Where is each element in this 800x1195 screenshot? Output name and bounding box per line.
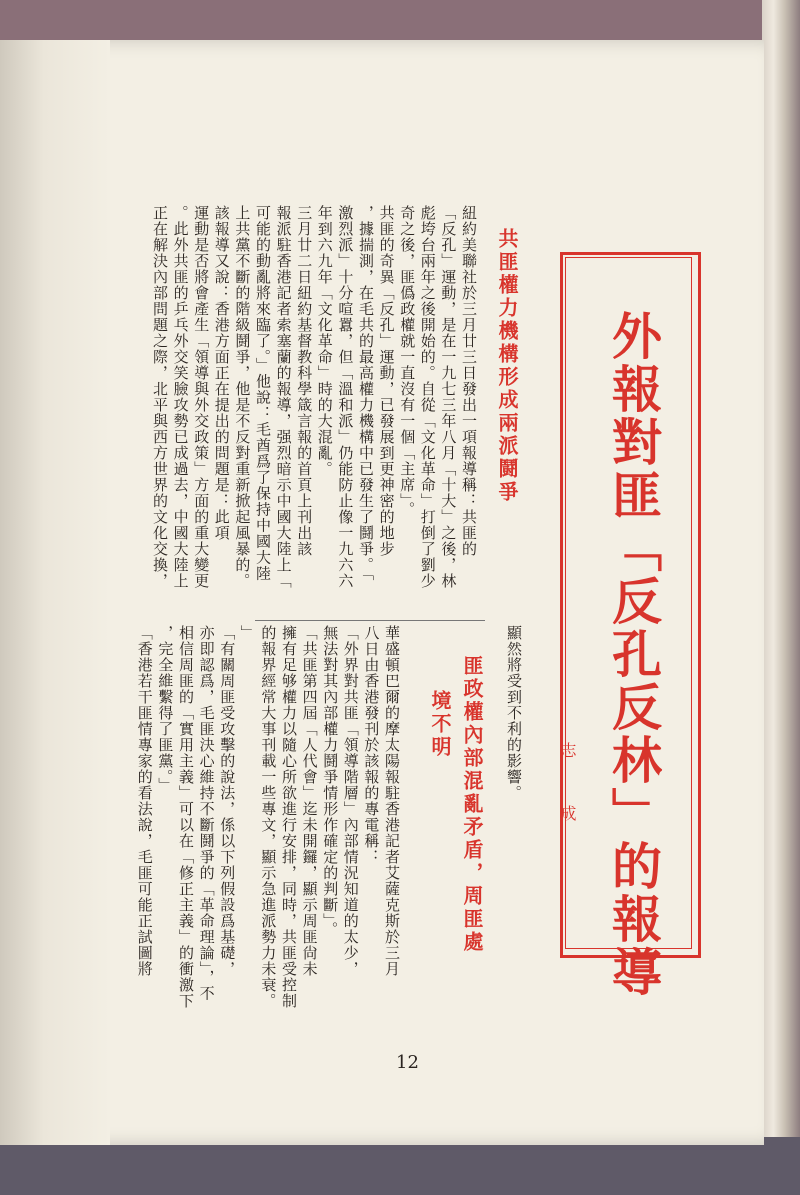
page-number: 12 — [396, 1052, 419, 1073]
section2-body-line: 無法對其內部權力鬪爭情形作確定的判斷」。 — [321, 625, 340, 938]
section2-heading-line-2: 境不明 — [428, 690, 452, 759]
section2-body-line: 相信周匪的「實用主義」可以在「修正主義」的衝激下 — [177, 625, 195, 1009]
section2-body-line: 「香港若干匪情專家的看法說，毛匪可能正試圖將 — [135, 625, 154, 977]
article-title: 外報對匪「反孔反林」的報導 — [604, 310, 662, 999]
section1-body-line: 奇之後，匪僞政權就一直沒有一個「主席」。 — [398, 205, 417, 518]
section1-body-line: 正在解決內部問題之際，北平與西方世界的文化交換， — [151, 205, 169, 589]
section1-body-line: ，據揣測，在毛共的最高權力機構中已發生了鬪爭。「 — [357, 205, 375, 582]
section1-body-line: 。此外共匪的乒乓外交笑臉攻勢已成過去，中國大陸上 — [171, 205, 190, 589]
section2-body-line: 華盛頓巴爾的摩太陽報駐香港記者艾薩克斯於三月 — [383, 625, 401, 977]
section2-body-line: 「共匪第四屆「人代會」迄未開鑼，顯示周匪尙未 — [300, 625, 319, 977]
section2-body-line: ，完全維繫得了匪黨。」 — [156, 625, 175, 794]
section2-carry-line: 顯然將受到不利的影響。 — [505, 625, 523, 801]
section1-body-line: 報派駐香港記者索塞蘭的報導，强烈暗示中國大陸上「 — [274, 205, 293, 589]
page-gutter-shadow — [0, 40, 110, 1145]
book-binding-bottom — [0, 1137, 800, 1195]
section2-body-line: 八日由香港發刊於該報的專電稱： — [362, 625, 381, 865]
book-page-edges — [762, 0, 800, 1195]
article-author: 志 成 — [558, 742, 577, 835]
section1-heading: 共匪權力機構形成兩派鬪爭 — [495, 228, 519, 504]
section2-body-line: 「外界對共匪「領導階層」內部情況知道的太少， — [341, 625, 360, 977]
section1-body-line: 運動是否將會產生「領導與外交政策」方面的重大變更 — [192, 205, 211, 589]
section1-body-line: 彪垮台兩年之後開始的。自從「文化革命」打倒了劉少 — [418, 205, 437, 589]
section2-heading-line-1: 匪政權內部混亂矛盾，周匪處 — [460, 655, 484, 954]
section1-body-line: 紐約美聯社於三月廿三日發出一項報導稱：共匪的 — [460, 205, 478, 557]
section2-body-line: 亦即認爲，毛匪決心維持不斷鬪爭的「革命理論」，不 — [197, 625, 216, 1002]
section2-body-line: 擁有足够權力以隨心所欲進行安排，同時，共匪受控制 — [280, 625, 298, 1009]
section1-body-line: 共匪的奇異「反孔」運動，已發展到更神密的地步 — [377, 205, 396, 557]
section1-body-line: 「反孔」運動，是在一九七三年八月「十大」之後，林 — [439, 205, 458, 589]
section1-body-line: 年到六九年「文化革命」時的大混亂。 — [315, 205, 334, 477]
section1-body-line: 該報導又說：香港方面正在提出的問題是：此項 — [212, 205, 231, 541]
section2-body-line: 「有關周匪受攻擊的說法，係以下列假設爲基礎， — [218, 625, 237, 977]
section1-body-line: 上共黨不斷的階級鬪爭，他是不反對重新掀起風暴的。 — [233, 205, 252, 589]
section1-body-line: 激烈派」十分喧囂，但「溫和派」仍能防止像一九六六 — [336, 205, 355, 589]
section1-body-line: 可能的動亂將來臨了。」他說：毛酋爲了保持中國大陸 — [254, 205, 272, 582]
section2-body-line: 的報界經常大事刊載一些專文，顯示急進派勢力未衰。 — [259, 625, 278, 1009]
section2-body-line: 」 — [238, 625, 257, 641]
section1-body-line: 三月廿二日紐約基督教科學箴言報的首頁上刊出該 — [295, 205, 314, 557]
section-divider — [255, 620, 485, 621]
